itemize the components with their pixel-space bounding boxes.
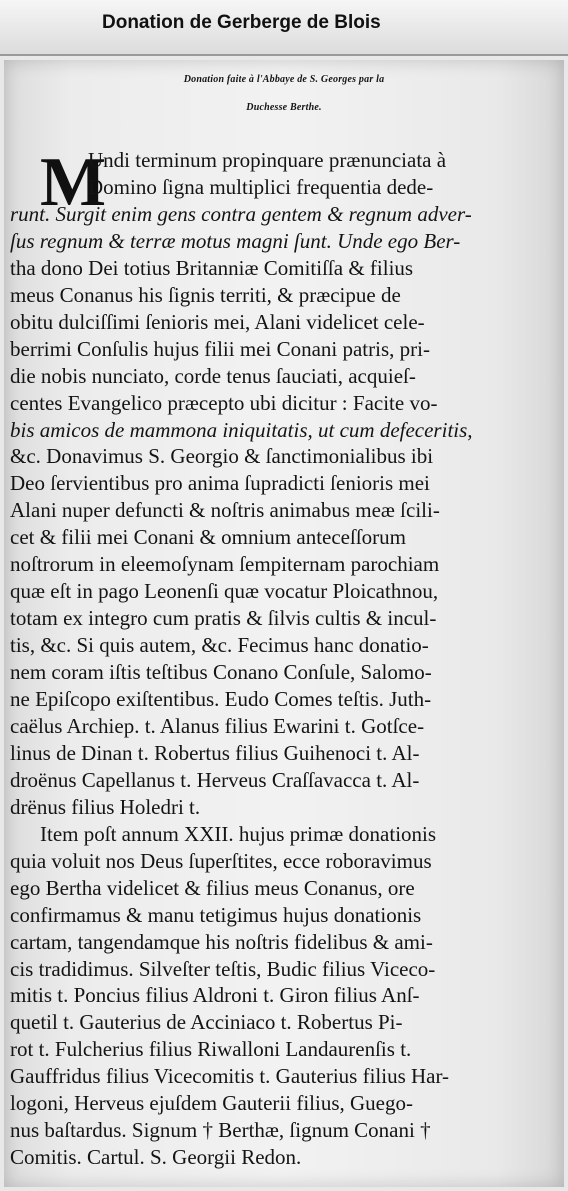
text-line: Alani nuper defuncti & noſtris animabus meæ ſcili- (10, 498, 440, 523)
text-line: mitis t. Poncius filius Aldroni t. Giron filius Anſ- (10, 983, 420, 1008)
text-line: caëlus Archiep. t. Alanus filius Ewarini t. Gotſce- (10, 713, 425, 738)
document-title-line-1: Donation faite à l'Abbaye de S. Georges par la (183, 74, 385, 85)
text-line: centes Evangelico præcepto ubi dicitur : Facite vo- (10, 390, 438, 415)
text-line: logoni, Herveus ejuſdem Gauterii filius, Guego- (10, 1091, 413, 1116)
text-line: nem coram iſtis teſtibus Conano Conſule, Salomo- (10, 660, 432, 684)
text-line: runt. Surgit enim gens contra gentem & regnum adver- (10, 201, 472, 226)
text-line: die nobis nunciato, corde tenus ſauciati, acquieſ- (10, 363, 416, 388)
text-line: cet & filii mei Conani & omnium anteceſſorum (10, 525, 406, 550)
text-line: drënus filius Holedri t. (10, 794, 201, 819)
text-line: cis tradidimus. Silveſter teſtis, Budic filius Viceco- (10, 956, 436, 981)
text-line: Undi terminum propinquare prænunciata à (88, 148, 447, 172)
text-line: tis, &c. Si quis autem, &c. Fecimus hanc donatio- (10, 633, 429, 658)
text-line: ſus regnum & terræ motus magni ſunt. Unde ego Ber- (10, 228, 461, 253)
text-line: bis amicos de mammona iniquitatis, ut cum defeceritis, (10, 417, 473, 442)
text-line: ne Epiſcopo exiſtentibus. Eudo Comes teſtis. Juth- (10, 687, 432, 711)
text-line: quia voluit nos Deus ſuperſtites, ecce roboravimus (10, 848, 432, 873)
document-title-line-2: Duchesse Berthe. (246, 102, 322, 113)
page-title: Donation de Gerberge de Blois (102, 12, 381, 33)
text-line: Domino ſigna multiplici frequentia dede- (88, 175, 434, 199)
text-line: Item poſt annum XXII. hujus primæ donationis (40, 821, 437, 846)
text-line: linus de Dinan t. Robertus filius Guihenoci t. Al- (10, 740, 420, 765)
text-line: nus baſtardus. Signum † Berthæ, ſignum Conani † (10, 1118, 431, 1143)
text-line: droënus Capellanus t. Herveus Craſſavacca t. Al- (10, 767, 420, 792)
text-line: rot t. Fulcherius filius Riwalloni Landaurenſis t. (10, 1037, 412, 1062)
drop-cap: M (40, 144, 107, 221)
text-line: tha dono Dei totius Britanniæ Comitiſſa & filius (10, 255, 414, 280)
text-line: berrimi Conſulis hujus filii mei Conani patris, pri- (10, 336, 430, 361)
text-line: obitu dulciſſimi ſenioris mei, Alani videlicet cele- (10, 309, 425, 334)
text-line: totam ex integro cum pratis & ſilvis cultis & incul- (10, 606, 437, 631)
text-line: Gauffridus filius Vicecomitis t. Gauterius filius Har- (10, 1064, 450, 1089)
text-line: confirmamus & manu tetigimus hujus donationis (10, 902, 422, 927)
text-line: quetil t. Gauterius de Acciniaco t. Robertus Pi- (10, 1010, 403, 1035)
text-line: Comitis. Cartul. S. Georgii Redon. (10, 1145, 302, 1170)
text-line: cartam, tangendamque his noſtris fidelibus & ami- (10, 929, 433, 954)
text-line: noſtrorum in eleemoſynam ſempiternam parochiam (10, 552, 440, 577)
text-line: Deo ſervientibus pro anima ſupradicti ſenioris mei (10, 471, 430, 496)
text-line: &c. Donavimus S. Georgio & ſanctimonialibus ibi (10, 444, 434, 469)
text-line: quæ eſt in pago Leonenſi quæ vocatur Ploicathnou, (10, 579, 439, 604)
text-line: meus Conanus his ſignis territi, & præcipue de (10, 282, 401, 307)
text-line: ego Bertha videlicet & filius meus Conanus, ore (10, 875, 415, 900)
scanned-document (4, 60, 564, 1187)
header-bar (0, 0, 568, 56)
